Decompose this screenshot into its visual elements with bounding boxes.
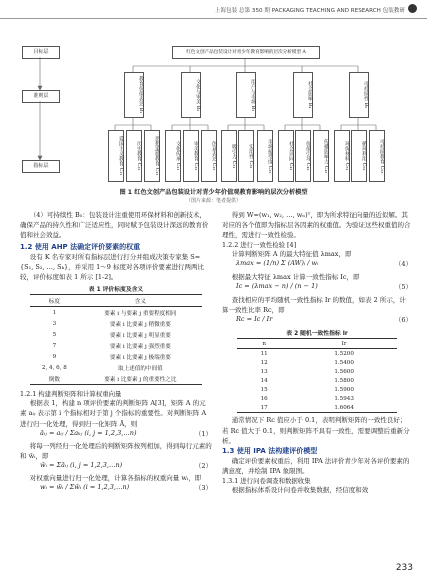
table-1-cell: 要素 i 比要素 j 强烈重要 <box>109 343 171 350</box>
equation-3-body: wᵢ = w̄ᵢ / Σw̄ᵢ (i = 1,2,3,…n) <box>40 482 130 491</box>
criterion-b4: 社会影响 B₄ <box>293 72 313 118</box>
goal-box: 红色文创产品包装设计对青少年教育影响的层次分析模型 A <box>172 46 320 59</box>
equation-2-body: w̄ᵢ = Σāᵢⱼ (i, j = 1,2,3,…n) <box>40 460 123 469</box>
table-2-cell: 13 <box>260 368 268 375</box>
indicator-box: 环保材料 C₅₁ <box>334 130 350 182</box>
indicator-box: 创意表达 C₂₃ <box>201 130 217 182</box>
left-para-1: （4）可持续性 B₅：包装设计注重使用环保材料和创新技术，确保产品的持久性和广泛适应性，同时赋予包装设计深远的教育价值和社会效益。 <box>20 211 209 240</box>
section-1-3-1-heading: 1.3.1 进行问卷调查和数据收集 <box>222 476 311 485</box>
indicator-box: 社会认同 C₄₁ <box>278 130 294 182</box>
table-1-cell: 3 <box>52 320 57 327</box>
table-2-cell: 17 <box>260 404 268 411</box>
table-2-cell: 1.5943 <box>334 395 354 402</box>
table-2-head-n: n <box>262 340 266 347</box>
table-2-cell: 16 <box>260 395 268 402</box>
indicator-box: 实用性 C₃₂ <box>238 130 254 182</box>
table-1-row <box>30 307 202 319</box>
table-2-cell: 1.5400 <box>334 359 354 366</box>
table-1-cell: 要素 i 比要素 j 明显重要 <box>109 332 171 339</box>
table-2-cell: 1.5600 <box>334 368 354 375</box>
table-1-cell: 要素 i 比要素 j 极端重要 <box>109 354 171 361</box>
table-2-cell: 12 <box>260 359 268 366</box>
table-2-row <box>237 376 397 385</box>
table-2-cell: 15 <box>260 386 268 393</box>
indicator-box: 思想道德教育 C₁₃ <box>144 130 160 182</box>
equation-5-number: （5） <box>394 283 412 292</box>
right-column <box>222 210 412 495</box>
table-2-row <box>237 358 397 367</box>
table-2-row <box>237 385 397 394</box>
section-1-2-1-heading: 1.2.1 构建判断矩阵和计算权重向量 <box>20 390 122 399</box>
table-1 <box>30 294 202 385</box>
table-2-cell: 1.6064 <box>334 404 354 411</box>
left-column <box>20 210 212 495</box>
left-para-4: 将每一列经归一化处理后的判断矩阵按列相加，得到每行元素的和 w̄ᵢ，即 <box>20 441 212 460</box>
equation-6 <box>222 315 412 328</box>
layer-label-criteria: 准则层 <box>22 90 60 103</box>
table-1-cell: 9 <box>52 353 57 360</box>
layer-label-indicator: 指标层 <box>22 160 60 173</box>
criterion-b3: 用户与市场 B₃ <box>236 72 256 118</box>
table-1-row <box>30 362 202 373</box>
indicator-box: 循环利用 C₅₂ <box>351 130 367 182</box>
left-para-2: 设有 K 名专家对所有指标层进行打分并组成决策专家集 S={S₁, S₂, …, Sₖ}，并采用 1～9 标度对各项评价要素进行两两比较，评价标度如表 1 所示 [1-2]。 <box>20 253 205 282</box>
table-1-cell: 要素 i 比要素 j 稍微重要 <box>109 321 171 328</box>
table-1-cell: 取上述值的中间值 <box>117 365 163 372</box>
indicator-box: 吸引力 C₃₁ <box>221 130 237 182</box>
page-number: 233 <box>395 563 413 573</box>
table-2-title: 表 2 随机一致性指标 Ir <box>286 331 348 338</box>
criterion-b2: 文化与审美 B₂ <box>181 72 201 118</box>
table-1-cell: 要素 i 与要素 j 重要程度相同 <box>104 310 177 317</box>
table-2-row <box>237 367 397 376</box>
right-para-5: 通常情况下 Rc 值应小于 0.1，表明判断矩阵的一致性良好；若 Rc 值大于 0.1，则判断矩阵不具有一致性，需要调整后重新分析。 <box>222 416 410 445</box>
table-2-cell: 11 <box>260 350 268 357</box>
equation-1-number: （1） <box>194 429 212 438</box>
right-para-3: 根据最大特征 λmax 计算一致性指标 Ic，即 <box>231 273 360 282</box>
table-2-cell: 1.5800 <box>334 377 354 384</box>
criterion-b5: 可持续性 B₅ <box>349 72 369 118</box>
section-1-3-heading: 1.3 使用 IPA 法构建评价模型 <box>222 446 318 455</box>
table-1-cell: 5 <box>52 331 57 338</box>
right-para-1: 得到 W=(w₁, w₂, …, wₙ)ᵀ，即为所求特征向量的近似解。其对应的各个值即为指标层各因素的权重值。为验证这些权重值的合理性，需进行一致性检验。 <box>222 211 411 240</box>
header-text: 上海包装 总第 350 期 PACKAGING TEACHING AND RESEARCH 包装教研 <box>214 8 405 14</box>
equation-2 <box>20 461 212 473</box>
right-para-4: 查找相应的平均随机一致性指标 Ir 的数值，如表 2 所示，计算一致性比率 Rc，即 <box>222 296 406 315</box>
equation-1-body: āᵢⱼ = aᵢⱼ / Σaₖⱼ (i, j = 1,2,3,…n) <box>40 428 137 437</box>
equation-6-number: （6） <box>394 316 412 325</box>
equation-4-body: λmax = (1/n) Σ (AW)ᵢ / wᵢ <box>236 259 319 268</box>
table-2-head-ir: Ir <box>341 340 347 347</box>
table-2-cell: 14 <box>260 377 268 384</box>
right-para-7: 根据指标体系设计问卷并收集数据，经信度和效 <box>231 485 369 494</box>
figure-source: （图片来源：笔者提供） <box>185 198 241 204</box>
table-2-row <box>237 349 397 359</box>
criterion-b1: 教育价值表达 B₁ <box>124 72 144 118</box>
left-para-3: 根据表 1，构建 n 项评价要素的判断矩阵 A[3]，矩阵 A 的元素 aᵢⱼ 表示第 i 个指标相对于第 j 个指标的重要性。对判断矩阵 A 进行归一化处理，得到归一化矩阵 Ā，则 <box>20 399 207 428</box>
indicator-box: 爱国主义教育 C₁₁ <box>108 130 124 182</box>
section-1-2-heading: 1.2 使用 AHP 法确定评价要素的权重 <box>20 243 141 252</box>
table-1-cell: 1 <box>52 309 57 316</box>
table-1-row <box>30 340 202 351</box>
equation-4 <box>222 259 412 272</box>
indicator-box: 市场接受度 C₃₃ <box>257 130 273 182</box>
equation-3-number: （3） <box>194 483 212 492</box>
layer-label-goal: 目标层 <box>22 46 60 59</box>
indicator-box: 传播影响力 C₄₃ <box>313 130 329 182</box>
equation-5-body: Ic = (λmax − n) / (n − 1) <box>236 282 318 291</box>
table-1-row <box>30 329 202 340</box>
table-1-cell: 2, 4, 6, 8 <box>41 364 67 371</box>
indicator-box: 价值引导 C₄₂ <box>295 130 311 182</box>
table-2 <box>237 338 397 413</box>
left-para-5: 对权重向量进行归一化处理，计算各指标的权重向量 wᵢ，即 <box>29 473 202 482</box>
table-2-cell: 1.5900 <box>334 386 354 393</box>
table-1-head-meaning: 含义 <box>134 298 146 305</box>
section-1-2-2-heading: 1.2.2 进行一致性检验 [4] <box>222 241 297 250</box>
table-2-row <box>237 403 397 413</box>
equation-6-body: Rc = Ic / Ir <box>236 315 273 324</box>
equation-1 <box>20 429 212 441</box>
figure-caption: 图 1 红色文创产品包装设计对青少年价值观教育影响的层次分析模型 <box>119 189 308 196</box>
indicator-box: 审美教育 C₂₂ <box>183 130 199 182</box>
right-para-6: 确定评价要素权重后，利用 IPA 法评价青少年对各评价要素的满意度，并绘制 IPA 象限图。 <box>222 456 410 475</box>
equation-5 <box>222 282 412 295</box>
equation-4-number: （4） <box>394 260 412 269</box>
table-2-cell: 1.5200 <box>334 350 354 357</box>
table-1-cell: 7 <box>52 342 57 349</box>
table-1-row <box>30 351 202 362</box>
table-1-row <box>30 318 202 329</box>
right-para-2: 计算判断矩阵 A 的最大特征值 λmax，即 <box>231 250 352 259</box>
table-2-row <box>237 394 397 403</box>
indicator-box: 历史教育 C₁₂ <box>126 130 142 182</box>
indicator-box: 可持续教育 C₅₃ <box>369 130 385 182</box>
equation-2-number: （2） <box>194 461 212 470</box>
indicator-box: 文化传承 C₂₁ <box>165 130 181 182</box>
table-1-cell: 要素 i 比要素 j 的重要性之比 <box>104 376 177 383</box>
table-1-row <box>30 373 202 385</box>
table-1-head-scale: 标度 <box>48 298 60 305</box>
table-1-cell: 倒数 <box>48 376 60 383</box>
table-1-title: 表 1 评价标度及含义 <box>88 287 144 294</box>
equation-3 <box>20 483 212 495</box>
